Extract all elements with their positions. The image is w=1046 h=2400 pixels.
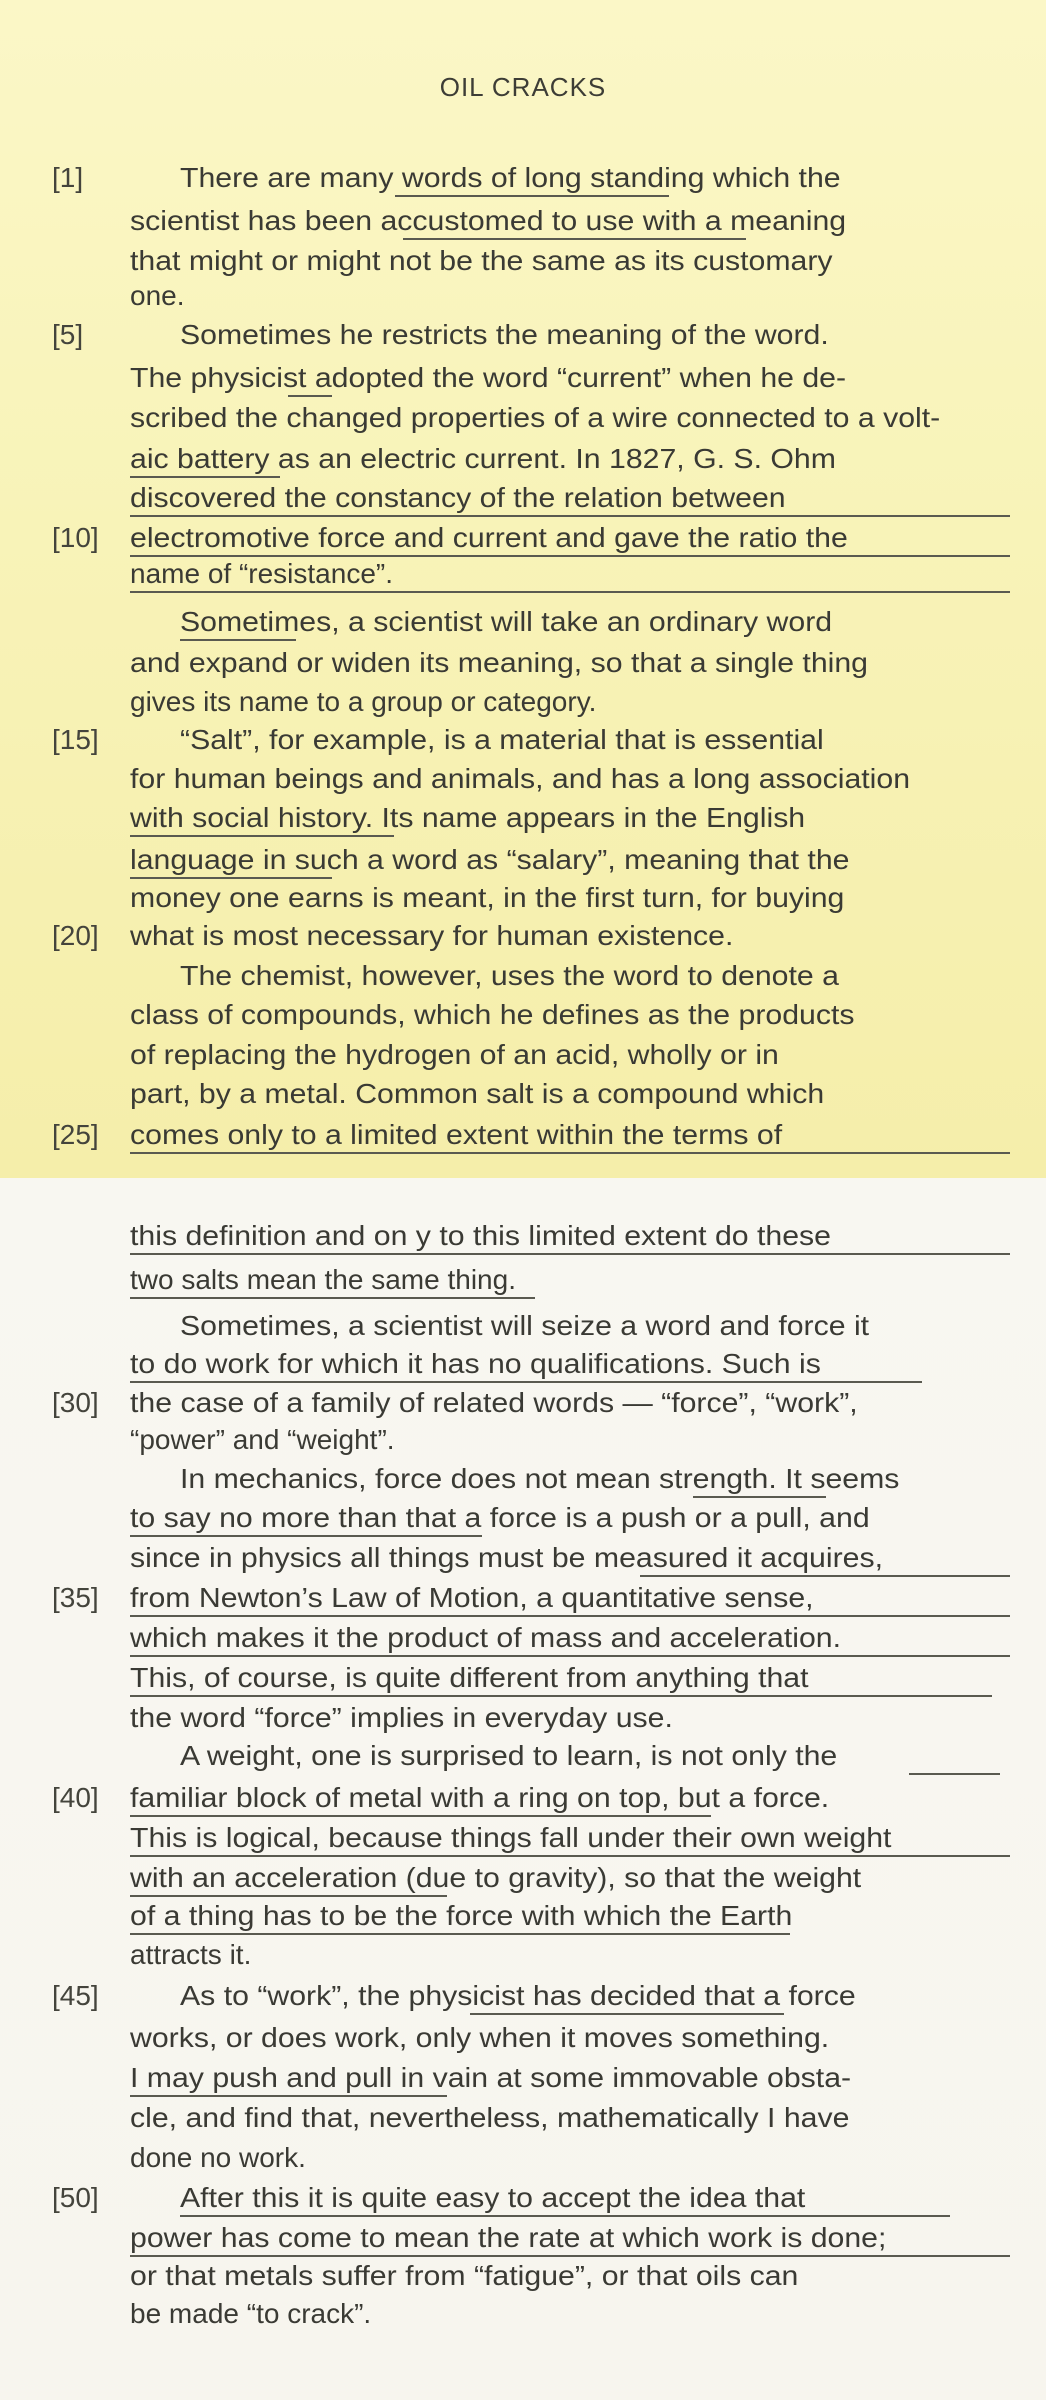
text-line <box>130 360 1010 396</box>
text-line <box>130 1898 1010 1934</box>
line-number: [1] <box>52 162 84 193</box>
text-line-content: money one earns is meant, in the first turn, for buying <box>130 882 845 913</box>
text-line-content: with an acceleration (due to gravity), so that the weight <box>130 1862 862 1893</box>
text-line-content: what is most necessary for human existence. <box>130 920 734 951</box>
text-line-content: gives its name to a group or category. <box>130 686 597 717</box>
text-line-content: scientist has been accustomed to use with a meaning <box>130 205 847 236</box>
text-line <box>130 1620 1010 1656</box>
underline-mark <box>130 591 1010 593</box>
text-line-content: language in such a word as “salary”, meaning that the <box>130 844 850 875</box>
underline-mark <box>130 835 394 837</box>
text-line <box>130 761 1010 797</box>
text-line-content: scribed the changed properties of a wire connected to a volt- <box>130 402 941 433</box>
text-line-content: As to “work”, the physicist has decided that a force <box>180 1980 856 2011</box>
underline-mark <box>180 639 296 641</box>
text-line <box>130 997 1010 1033</box>
underline-mark <box>395 195 668 197</box>
text-line <box>130 1580 1010 1616</box>
underline-mark <box>130 476 280 478</box>
page-title: OIL CRACKS <box>439 72 607 102</box>
underline-mark <box>470 2013 785 2015</box>
text-line-content: the word “force” implies in everyday use. <box>130 1702 673 1733</box>
text-line <box>180 1308 1008 1344</box>
text-line <box>130 480 1010 516</box>
text-line <box>180 958 1008 994</box>
text-line <box>130 1076 1010 1112</box>
underline-mark <box>130 1381 922 1383</box>
text-line-content: for human beings and animals, and has a long association <box>130 763 911 794</box>
text-line <box>130 1385 1010 1421</box>
text-line-content: name of “resistance”. <box>130 558 393 589</box>
text-line-content: “power” and “weight”. <box>130 1424 395 1455</box>
text-line <box>180 2180 1008 2216</box>
text-line-content: and expand or widen its meaning, so that a single thing <box>130 647 869 678</box>
line-number: [30] <box>52 1387 99 1418</box>
underline-mark <box>403 238 746 240</box>
line-number: [45] <box>52 1980 99 2011</box>
text-line-content: one. <box>130 280 185 311</box>
text-line <box>180 1738 1008 1774</box>
underline-mark <box>130 1152 1010 1154</box>
text-line-content: Sometimes, a scientist will take an ordinary word <box>180 606 833 637</box>
text-line-content: aic battery as an electric current. In 1827, G. S. Ohm <box>130 443 836 474</box>
line-number: [35] <box>52 1582 99 1613</box>
underline-mark <box>130 1655 1010 1657</box>
text-line-content: After this it is quite easy to accept the idea that <box>180 2182 806 2213</box>
text-line-content: This, of course, is quite different from anything that <box>130 1662 809 1693</box>
text-line-content: that might or might not be the same as its customary <box>130 245 833 276</box>
text-line <box>130 2258 1010 2294</box>
text-line <box>180 317 1008 353</box>
line-number: [25] <box>52 1119 99 1150</box>
text-line <box>180 722 1008 758</box>
text-line <box>130 1262 1010 1298</box>
underline-mark <box>288 395 332 397</box>
text-line-content: electromotive force and current and gave the ratio the <box>130 522 848 553</box>
text-line <box>130 2060 1010 2096</box>
text-line <box>130 1117 1010 1153</box>
text-line <box>180 1978 1008 2014</box>
text-line <box>130 1860 1010 1896</box>
text-line-content: or that metals suffer from “fatigue”, or that oils can <box>130 2260 799 2291</box>
text-line-content: to do work for which it has no qualifications. Such is <box>130 1348 821 1379</box>
line-number: [40] <box>52 1782 99 1813</box>
text-line-content: which makes it the product of mass and acceleration. <box>130 1622 841 1653</box>
text-line-content: class of compounds, which he defines as the products <box>130 999 855 1030</box>
underline-mark <box>180 2215 950 2217</box>
text-line-content: this definition and on y to this limited extent do these <box>130 1220 831 1251</box>
text-line <box>180 604 1008 640</box>
underline-mark <box>130 1615 1010 1617</box>
text-line <box>130 1422 1010 1458</box>
text-line <box>130 400 1010 436</box>
line-number: [50] <box>52 2182 99 2213</box>
text-line-content: This is logical, because things fall under their own weight <box>130 1822 892 1853</box>
text-line <box>130 1780 1010 1816</box>
text-line <box>130 918 1010 954</box>
text-line-content: The physicist adopted the word “current” when he de- <box>130 362 847 393</box>
underline-mark <box>130 2095 447 2097</box>
text-line-content: discovered the constancy of the relation between <box>130 482 786 513</box>
text-line <box>130 1540 1010 1576</box>
text-line-content: done no work. <box>130 2142 306 2173</box>
text-line-content: In mechanics, force does not mean strength. It seems <box>180 1463 900 1494</box>
text-line-content: Sometimes he restricts the meaning of the word. <box>180 319 829 350</box>
line-number: [20] <box>52 920 99 951</box>
underline-mark <box>130 1815 711 1817</box>
text-line <box>130 203 1010 239</box>
underline-mark <box>130 1297 535 1299</box>
underline-mark <box>693 1496 825 1498</box>
underline-mark <box>130 515 1010 517</box>
underline-mark <box>909 1773 1000 1775</box>
text-line-content: cle, and find that, nevertheless, mathematically I have <box>130 2102 850 2133</box>
text-line <box>130 2100 1010 2136</box>
text-line-content: the case of a family of related words — “force”, “work”, <box>130 1387 858 1418</box>
text-line <box>130 880 1010 916</box>
text-line-content: I may push and pull in vain at some immovable obsta- <box>130 2062 852 2093</box>
line-number: [5] <box>52 319 84 350</box>
text-line-content: comes only to a limited extent within the terms of <box>130 1119 783 1150</box>
text-line <box>130 1346 1010 1382</box>
text-line-content: of a thing has to be the force with which the Earth <box>130 1900 793 1931</box>
text-line-content: The chemist, however, uses the word to denote a <box>180 960 839 991</box>
text-line-content: attracts it. <box>130 1939 252 1970</box>
text-line <box>130 1820 1010 1856</box>
text-line <box>130 1660 1010 1696</box>
text-line <box>130 520 1010 556</box>
text-line <box>130 2220 1010 2256</box>
underline-mark <box>130 1253 1010 1255</box>
text-line <box>130 645 1010 681</box>
text-line <box>130 441 1010 477</box>
text-line-content: part, by a metal. Common salt is a compound which <box>130 1078 825 1109</box>
underline-mark <box>130 1855 1010 1857</box>
text-line <box>130 842 1010 878</box>
underline-mark <box>130 1535 482 1537</box>
text-line-content: since in physics all things must be measured it acquires, <box>130 1542 883 1573</box>
text-line-content: to say no more than that a force is a push or a pull, and <box>130 1502 870 1533</box>
text-line <box>130 2296 1010 2332</box>
underline-mark <box>640 1575 1010 1577</box>
text-line <box>130 2140 1010 2176</box>
text-line-content: “Salt”, for example, is a material that is essential <box>180 724 824 755</box>
text-line <box>130 556 1010 592</box>
text-line-content: power has come to mean the rate at which work is done; <box>130 2222 887 2253</box>
text-line-content: familiar block of metal with a ring on top, but a force. <box>130 1782 830 1813</box>
line-number: [15] <box>52 724 99 755</box>
line-number: [10] <box>52 522 99 553</box>
text-line <box>180 1461 1008 1497</box>
text-line-content: Sometimes, a scientist will seize a word and force it <box>180 1310 870 1341</box>
text-line <box>130 1218 1010 1254</box>
underline-mark <box>130 2255 1010 2257</box>
text-line-content: two salts mean the same thing. <box>130 1264 516 1295</box>
underline-mark <box>130 1933 790 1935</box>
text-line <box>180 160 1008 196</box>
text-line <box>130 2020 1010 2056</box>
text-line <box>130 1037 1010 1073</box>
text-line <box>130 684 1010 720</box>
underline-mark <box>130 555 1010 557</box>
text-line-content: A weight, one is surprised to learn, is not only the <box>180 1740 838 1771</box>
text-line <box>130 278 1010 314</box>
text-line <box>130 1937 1010 1973</box>
text-line <box>130 1700 1010 1736</box>
text-line <box>130 1500 1010 1536</box>
text-line-content: with social history. Its name appears in the English <box>130 802 806 833</box>
underline-mark <box>130 1695 992 1697</box>
text-line-content: There are many words of long standing which the <box>180 162 841 193</box>
underline-mark <box>130 877 332 879</box>
text-line-content: from Newton’s Law of Motion, a quantitative sense, <box>130 1582 814 1613</box>
text-line <box>130 800 1010 836</box>
underline-mark <box>130 1895 447 1897</box>
text-line-content: works, or does work, only when it moves something. <box>130 2022 830 2053</box>
text-line <box>130 243 1010 279</box>
text-line-content: be made “to crack”. <box>130 2298 372 2329</box>
text-line-content: of replacing the hydrogen of an acid, wholly or in <box>130 1039 779 1070</box>
